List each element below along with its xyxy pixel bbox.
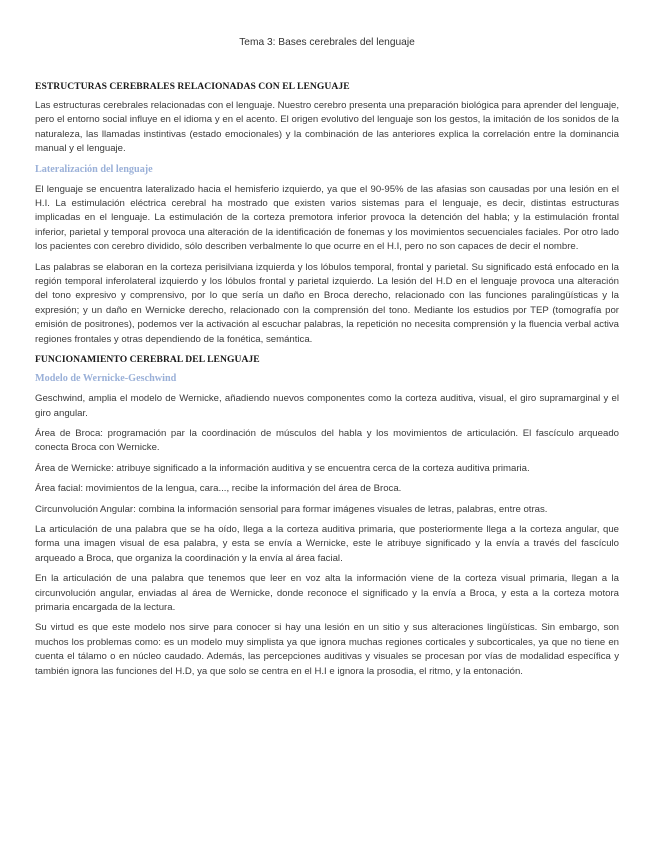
- paragraph: Geschwind, amplia el modelo de Wernicke, añadiendo nuevos componentes como la corteza auditiva, visual, el giro supramarginal y el giro angular.: [35, 393, 619, 419]
- paragraph: Las palabras se elaboran en la corteza perisilviana izquierda y los lóbulos temporal, frontal y parietal. Su significado está enfocado en la región temporal inferolateral izquierdo y los lóbulos frontal y parietal izquierdo. La lesión del H.D en el lenguaje provoca una alteración del tono expresivo y comprensivo, por lo que sería un daño en Broca derecho, relacionado con las funciones paralingüísticas y la expresión; y un daño en Wernicke derecho, relacionado con la comprensión del tono. Mediante los estudios por TEP (tomografía por emisión de positrones), podemos ver la activación al escuchar palabras, la repetición no necesita comprensión y la fluencia verbal activa regiones frontales y otras dependiendo de la fonética, semántica.: [35, 261, 619, 345]
- paragraph: Área de Wernicke: atribuye significado a la información auditiva y se encuentra cerca de la corteza auditiva primaria.: [35, 462, 530, 474]
- paragraph: Área de Broca: programación par la coordinación de músculos del habla y los movimientos de articulación. El fascículo arqueado conecta Broca con Wernicke.: [35, 427, 619, 454]
- paragraph: La articulación de una palabra que se ha oído, llega a la corteza auditiva primaria, que posteriormente llega a la corteza angular, que forma una imagen visual de esa palabra, y esta se envía a Wernicke, este le atribuye significado y la envía a través del fascículo arqueado a Broca, que organiza la coordinación y la envía al área facial.: [35, 523, 619, 564]
- page-header: Tema 3: Bases cerebrales del lenguaje: [239, 37, 415, 48]
- paragraph: Área facial: movimientos de la lengua, cara..., recibe la información del área de Broca.: [35, 483, 402, 495]
- paragraph: Circunvolución Angular: combina la información sensorial para formar imágenes visuales de letras, palabras, entre otras.: [35, 503, 548, 515]
- section-heading-funcionamiento: FUNCIONAMIENTO CEREBRAL DEL LENGUAJE: [35, 354, 260, 366]
- paragraph: El lenguaje se encuentra lateralizado hacia el hemisferio izquierdo, ya que el 90-95% de las afasias son causadas por una lesión en el H.I. La estimulación eléctrica cerebral ha mostrado que existen varios sistemas para el lenguaje, es decir, distintas estructuras implicadas en el lenguaje. La estimulación de la corteza premotora inferior provoca la detención del habla; y la estimulación frontal inferior, parietal y temporal provoca una alteración de la identificación de fonemas y los movimientos secuenciales faciales. Por otro lado los pacientes con cerebro dividido, sólo describen verbalmente lo que ocurre en el H.I, pero no son capaces de decir el nombre.: [35, 183, 619, 253]
- section-heading-estructuras: ESTRUCTURAS CEREBRALES RELACIONADAS CON EL LENGUAJE: [35, 81, 350, 92]
- paragraph: Su virtud es que este modelo nos sirve para conocer si hay una lesión en un sitio y sus alteraciones lingüísticas. Sin embargo, son muchos los problemas como: es un modelo muy simplista ya que ignora muchas regiones corticales y subcorticales, ya que no tiene en cuenta el tálamo o en núcleo caudado. Además, las percepciones auditivas y visuales se procesan por vías de modalidad específica y también ignora las funciones del H.D, ya que solo se centra en el H.I e ignora la prosodia, el ritmo, y la entonación.: [35, 622, 619, 677]
- paragraph: En la articulación de una palabra que tenemos que leer en voz alta la información viene de la corteza visual primaria, llegan a la circunvolución angular, enviadas al área de Wernicke, donde reconoce el significado y la envía a Broca, y esta a la corteza motora primaria encargada de la lectura.: [35, 573, 619, 613]
- paragraph: Las estructuras cerebrales relacionadas con el lenguaje. Nuestro cerebro presenta una preparación biológica para aprender del lenguaje, pero el entorno social influye en el idioma y en el acento. El origen evolutivo del lenguaje son los gestos, la imitación de los sonidos de la naturaleza, las llamadas instintivas (estado emocionales) y la combinación de las anteriores explica la correlación entre la dominancia manual y el lenguaje.: [35, 100, 619, 155]
- document-page: [35, 36, 619, 685]
- subheading-modelo-wernicke-geschwind: Modelo de Wernicke-Geschwind: [35, 373, 177, 385]
- subheading-lateralizacion: Lateralización del lenguaje: [35, 163, 153, 175]
